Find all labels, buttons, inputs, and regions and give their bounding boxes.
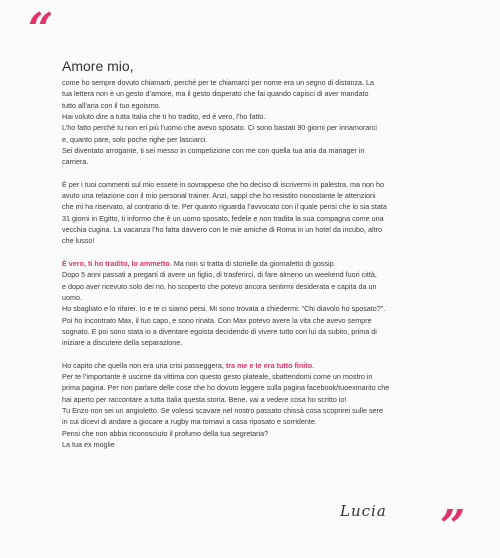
text-line <box>62 258 478 269</box>
text-line: e, quanto pare, solo poche righe per lasciarci. <box>62 134 208 144</box>
paragraph-4 <box>62 360 478 451</box>
text-line: prima pagina. Per non parlare delle cose che ho dovuto leggere sulla pagina facebook/tuoexmarito che <box>62 383 390 393</box>
text-line: Hai voluto dire a tutta Italia che ti ho tradito, ed è vero, l’ho fatto. <box>62 112 266 122</box>
text-line: iniziare a discutere della separazione. <box>62 338 183 348</box>
text-line: avuto una relazione con il mio personal trainer. Anzi, sappi che ho resistito nonostante le attenzioni <box>62 191 376 201</box>
text-line: Dopo 5 anni passati a pregarti di avere un figlio, di trasferirci, di fare almeno un weekend fuori città, <box>62 270 377 280</box>
text-line: È per i tuoi commenti sul mio essere in sovrappeso che ho deciso di iscrivermi in palestra, ma non ho <box>62 179 384 189</box>
highlight-phrase: tra me e te era tutto finito <box>225 360 313 370</box>
text-line: come ho sempre dovuto chiamarti, perché per te chiamarci per nome era un segno di distanza. La <box>62 78 375 87</box>
text-line <box>62 360 478 371</box>
text-line: Per te l’importante è uscirne da vittima con questo gesto plateale, sbattendomi come un mostro in <box>62 371 373 381</box>
text-line: carriera. <box>62 157 89 167</box>
text-fragment: Ho capito che quella non era una crisi passeggera, <box>62 360 226 370</box>
text-line: Poi ho incontrato Max, il tuo capo, e sono rinata. Con Max potevo avere la vita che avevo sempre <box>62 315 372 325</box>
text-line: Pensi che non abbia riconosciuto il profumo della tua segretaria? <box>62 428 269 438</box>
paragraph-3 <box>62 258 478 349</box>
text-line: 31 giorni in Egitto, ti informo che è un uomo sposato, fedele e non tradita la sua compagna come una <box>62 213 384 223</box>
text-line: hai aperto per raccontare a tutta Italia questa storia. Bene, vai a vedere cosa ho scritto io! <box>62 394 347 404</box>
text-line: tutto all’aria con il tuo egoismo. <box>62 100 161 110</box>
letter-body <box>62 58 478 450</box>
text-line: vecchia cugina. La vacanza l’ho fatta davvero con le mie amiche di Roma in un hotel da incubo, altro <box>62 225 383 235</box>
text-fragment: . Ma non si tratta di storielle da giornaletto di gossip. <box>169 258 336 268</box>
text-line: che lusso! <box>62 236 95 246</box>
signature: Lucia <box>340 502 387 520</box>
paragraph-2 <box>62 179 478 247</box>
text-line: e dopo aver ricevuto solo dei no, ho scoperto che potevo ancora sentirmi desiderata e capita da un <box>62 281 377 291</box>
closing-line: La tua ex moglie <box>62 439 115 449</box>
paragraph-1 <box>62 77 478 168</box>
open-quote-mark: “ <box>28 4 50 55</box>
salutation: Amore mio, <box>62 58 134 74</box>
text-line: tua lettera non è un gesto d’amore, ma il gesto disperato che fai quando capisci di aver mandato <box>62 89 369 99</box>
text-line: in cui dicevi di andare a giocare a rugby ma tornavi a casa riposato e sorridente. <box>62 417 317 427</box>
highlight-phrase: È vero, ti ho tradito, lo ammetto <box>62 258 170 268</box>
text-line: sognato. E poi sono stata io a diventare egoista decidendo di vivere tutto con lui da subito, prima di <box>62 326 377 336</box>
text-line: Tu Enzo non sei un angioletto. Se volessi scavare nel nostro passato chissà cosa scoprirei sulle sere <box>62 405 383 415</box>
text-line: Ho sbagliato e lo rifarei. Io e te ci siamo persi. Mi sono trovata a chiedermi: “Chi diavolo ho sposato?”. <box>62 304 386 314</box>
text-line: che mi ha riservato, al contrario di te. Per quanto riguarda l’avvocato con il quale pensi che io sia stata <box>62 202 387 212</box>
text-fragment: . <box>312 360 315 370</box>
text-line: L’ho fatto perché tu non eri più l’uomo che avevo sposato. Ci sono bastati 90 giorni per innamorarci <box>62 123 377 133</box>
close-quote-mark: ” <box>440 501 462 552</box>
text-line: Sei diventato arrogante, ti sei messo in competizione con me con quella tua aria da manager in <box>62 146 365 156</box>
text-line: uomo. <box>62 292 82 302</box>
